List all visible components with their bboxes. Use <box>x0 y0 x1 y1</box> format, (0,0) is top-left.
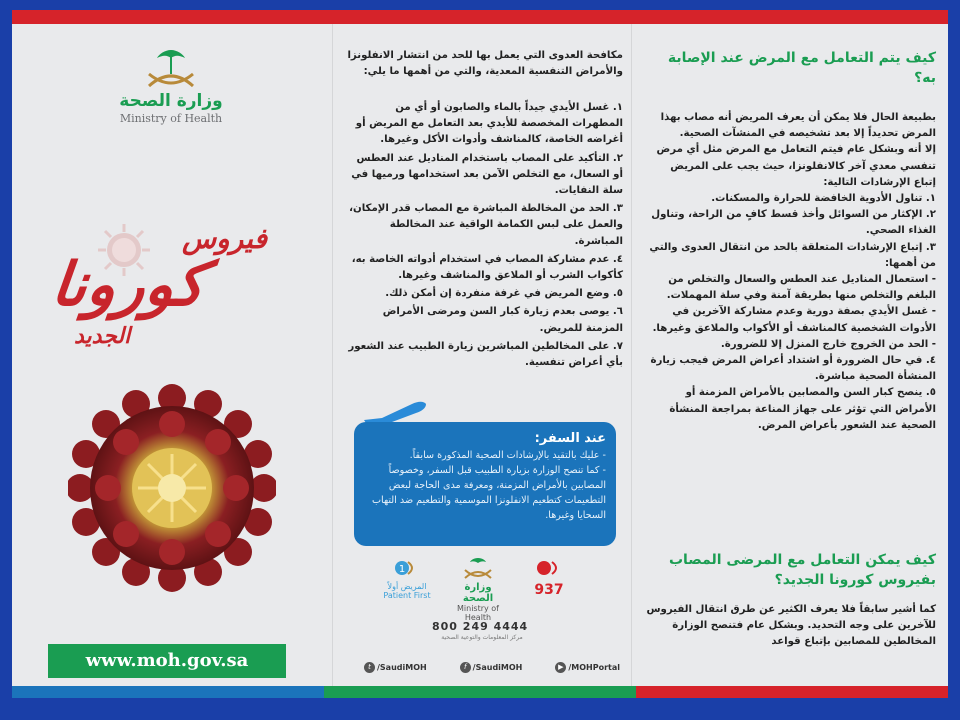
cover-panel <box>12 24 332 686</box>
svg-text:1: 1 <box>398 564 406 575</box>
paragraph: ٢. الإكثار من السوائل وأخذ قسط كافٍ من الراحة، وتناول الغذاء الصحي. <box>651 209 936 237</box>
bottom-color-bar <box>12 686 948 698</box>
treatment-panel <box>632 24 948 686</box>
patient-first-icon <box>392 556 422 580</box>
list-item: ١. غسل الأيدي جيداً بالماء والصابون أو أي من المطهرات المخصصة للأيدي بعد التعامل مع المريض أو أغراضه الخاصة، كالمناشف وأدوات الأكل وغيرها. <box>355 102 623 146</box>
paragraph: - استعمال المناديل عند العطس والسعال والتخلص من البلغم والتخلص منها بطريقة آمنة وفي سلة المهملات. <box>666 274 936 302</box>
treatment-text <box>646 110 936 434</box>
contacts-heading: كيف يمكن التعامل مع المرضى المصاب بفيروس كورونا الجديد؟ <box>668 552 936 588</box>
travel-title: عند السفر: <box>534 431 606 446</box>
travel-item: - عليك بالتقيد بالإرشادات الصحية المذكورة سابقاً. <box>409 450 606 461</box>
social-handle: /SaudiMOH <box>472 663 523 672</box>
list-item: ٢. التأكيد على المصاب باستخدام المناديل عند العطس أو السعال، مع التخلص الآمن بعد استخدامها ورميها في سلة النفايات. <box>351 152 623 197</box>
partner-logos <box>378 556 578 622</box>
moh-logo <box>116 46 226 136</box>
moh-small-en: Ministry of Health <box>457 604 499 622</box>
social-handle: /SaudiMOH <box>377 663 427 672</box>
social-links <box>364 662 620 673</box>
list-item: ٣. الحد من المخالطة المباشرة مع المصاب قدر الإمكان، والعمل على لبس الكمامة الواقية عند المخالطة المباشرة. <box>349 203 623 247</box>
phone-number[interactable]: 800 249 4444 <box>432 620 529 633</box>
patient-first-ar: المريض أولاً <box>387 582 427 591</box>
paragraph: ٥. ينصح كبار السن والمصابين بالأمراض المزمنة أو الأمراض التي تؤثر على جهاز المناعة بمراجعة المنشأة الصحية عند الشعور بأعراض المرض. <box>669 387 936 431</box>
hotline-logo <box>520 556 578 614</box>
paragraph: - الحد من الخروج خارج المنزل إلا للضرورة. <box>720 338 936 350</box>
palm-swords-icon <box>141 46 201 90</box>
twitter-icon: t <box>364 662 375 673</box>
website-link[interactable]: www.moh.gov.sa <box>48 644 286 678</box>
treatment-heading: كيف يتم التعامل مع المرض عند الإصابة به؟ <box>667 50 936 86</box>
youtube-link[interactable] <box>555 662 620 673</box>
contacts-text: كما أشير سابقاً فلا يعرف الكثير عن طرق انتقال الفيروس للآخرين على وجه التحديد. وبشكل عام فتنصح الوزارة المخالطين للمصابين بإتباع قواعد <box>646 604 936 648</box>
paragraph: - غسل الأيدي بصفة دورية وعدم مشاركة الآخرين في الأدوات الشخصية كالمناشف أو الأكواب والملاعق وغيرها. <box>652 306 936 334</box>
list-item: ٥. وضع المريض في غرفة منفردة إن أمكن ذلك. <box>385 288 623 300</box>
patient-first-logo <box>378 556 436 614</box>
twitter-link[interactable] <box>364 662 427 673</box>
travel-box <box>354 422 616 546</box>
patient-first-en: Patient First <box>383 591 431 600</box>
brochure <box>12 10 948 698</box>
paragraph: بطبيعة الحال فلا يمكن أن يعرف المريض أنه مصاب بهذا المرض تحديداً إلا بعد تشخيصه في المنشآت الصحية. <box>660 112 936 140</box>
youtube-icon: ▶ <box>555 662 566 673</box>
moh-small-ar: وزارة الصحة <box>462 582 494 604</box>
phone-caption: مركز المعلومات والتوعية الصحية <box>441 634 523 641</box>
travel-item: - كما تنصح الوزارة بزيارة الطبيب قبل السفر، وخصوصاً المصابين بالأمراض المزمنة، ومعرفة مدى الحاجة لبعض التطعيمات كتطعيم الانفلونزا الموسمية والتطعيم ضد التهاب السحايا وغيرها. <box>372 465 606 521</box>
paragraph: ٤. في حال الضرورة أو اشتداد أعراض المرض فيجب زيارة المنشأة الصحية مباشرة. <box>650 355 936 383</box>
prevention-list <box>345 100 623 373</box>
social-handle: /MOHPortal <box>568 663 620 672</box>
virus-word: فيروس <box>182 222 267 255</box>
paragraph: ١. تناول الأدوية الخافضة للحرارة والمسكنات. <box>711 193 936 205</box>
coronavirus-illustration-icon <box>68 384 276 592</box>
list-item: ٤. عدم مشاركة المصاب في استخدام أدواته الخاصة به، كأكواب الشرب أو الملاعق والمناشف وغيرها. <box>351 253 623 282</box>
list-item: ٧. على المخالطين المباشرين زيارة الطبيب عند الشعور بأي أعراض تنفسية. <box>348 340 623 369</box>
hotline-icon <box>532 556 566 580</box>
palm-swords-icon <box>461 556 495 580</box>
moh-small-logo <box>449 556 507 622</box>
paragraph: ٣. إتباع الإرشادات المتعلقة بالحد من انتقال العدوى والتي من أهمها: <box>649 241 936 269</box>
ministry-name-ar: وزارة الصحة <box>119 91 223 111</box>
facebook-icon: f <box>460 662 471 673</box>
list-item: ٦. يوصى بعدم زيارة كبار السن ومرضى الأمراض المزمنة للمريض. <box>382 306 623 334</box>
corona-title: كورونا <box>48 250 209 320</box>
facebook-link[interactable] <box>460 662 523 673</box>
prevention-intro: مكافحة العدوى التي يعمل بها للحد من انتشار الانفلونزا والأمراض التنفسية المعدية، والتي من أهمها ما يلي: <box>347 50 623 78</box>
hotline-number: 937 <box>534 582 564 598</box>
ministry-name-en: Ministry of Health <box>119 112 223 125</box>
top-red-bar <box>12 10 948 24</box>
paragraph: إلا أنه وبشكل عام فيتم التعامل مع المرض مثل أي مرض تنفسي معدي آخر كالانفلونزا، حيث يجب على المريض إتباع الإرشادات التالية: <box>656 144 936 188</box>
new-word: الجديد <box>74 324 131 349</box>
